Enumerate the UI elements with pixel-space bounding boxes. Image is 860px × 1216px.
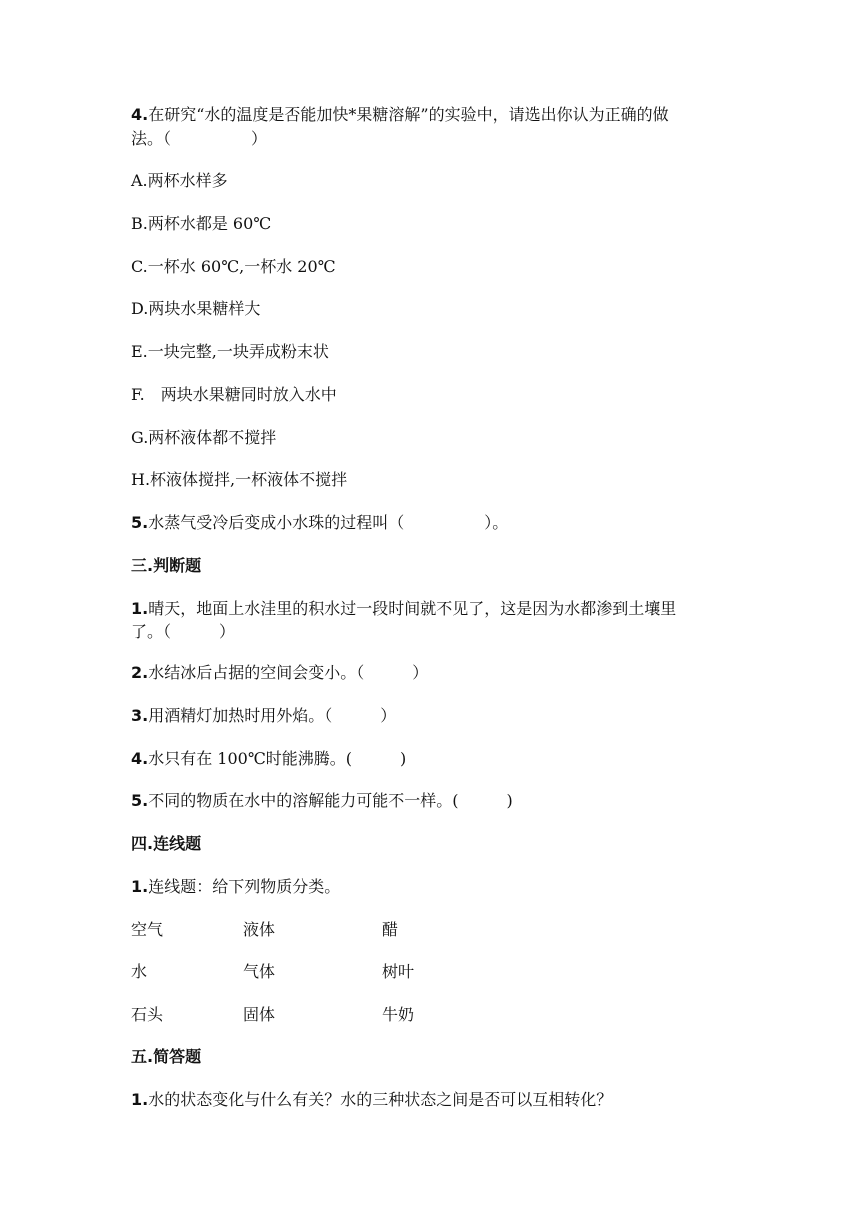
matching-cell: 空气 [131,920,164,939]
option-e: E.一块完整,一块弄成粉末状 [131,342,329,361]
question-number: 5. [131,513,149,532]
option-c: C.一杯水 60℃,一杯水 20℃ [131,257,336,276]
judge-1-line2: 了。（ ） [131,622,236,641]
question-4-line2: 法。（ ） [131,129,268,148]
option-d: D.两块水果糖样大 [131,299,261,318]
judge-5: 5.不同的物质在水中的溶解能力可能不一样。( ) [131,791,513,810]
question-number: 1. [131,877,149,896]
short-answer-1: 1.水的状态变化与什么有关？水的三种状态之间是否可以互相转化？ [131,1090,613,1109]
matching-cell: 气体 [243,962,276,981]
option-b: B.两杯水都是 60℃ [131,214,272,233]
judge-3: 3.用酒精灯加热时用外焰。（ ） [131,706,397,725]
option-h: H.杯液体搅拌,一杯液体不搅拌 [131,470,348,489]
question-number: 1. [131,1090,149,1109]
option-a: A.两杯水样多 [131,171,228,190]
judge-2: 2.水结冰后占据的空间会变小。（ ） [131,663,429,682]
matching-cell: 固体 [243,1005,276,1024]
judge-4: 4.水只有在 100℃时能沸腾。( ) [131,749,407,768]
section-5-title: 五.简答题 [131,1047,202,1066]
question-number: 2. [131,663,149,682]
question-number: 4. [131,105,149,124]
matching-cell: 醋 [382,920,399,939]
question-5: 5.水蒸气受冷后变成小水珠的过程叫（ ）。 [131,513,509,532]
section-3-title: 三.判断题 [131,556,202,575]
matching-cell: 液体 [243,920,276,939]
matching-cell: 树叶 [382,962,415,981]
matching-cell: 牛奶 [382,1005,415,1024]
matching-question-1: 1.连线题：给下列物质分类。 [131,877,341,896]
matching-cell: 石头 [131,1005,164,1024]
section-4-title: 四.连线题 [131,834,202,853]
option-g: G.两杯液体都不搅拌 [131,428,277,447]
question-number: 3. [131,706,149,725]
judge-1-line1: 1.晴天，地面上水洼里的积水过一段时间就不见了，这是因为水都渗到土壤里 [131,599,677,618]
matching-cell: 水 [131,962,148,981]
question-4-line1: 4.在研究“水的温度是否能加快*果糖溶解”的实验中，请选出你认为正确的做 [131,105,669,124]
question-number: 4. [131,749,149,768]
option-f: F. 两块水果糖同时放入水中 [131,385,337,404]
question-number: 5. [131,791,149,810]
question-number: 1. [131,599,149,618]
